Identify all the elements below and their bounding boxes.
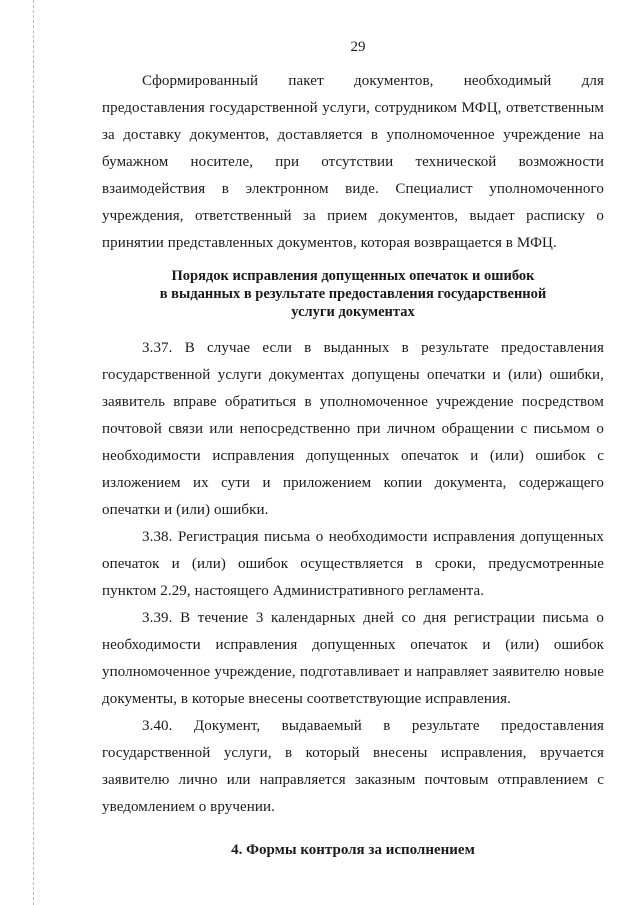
scan-edge-line [33,0,34,905]
paragraph-3-38: 3.38. Регистрация письма о необходимости исправления допущенных опечаток и (или) ошибок осуществляется в сроки, предусмотренные пунктом 2.29, настоящего Административного регламента. [102,529,604,599]
paragraph-3-37: 3.37. В случае если в выданных в результате предоставления государственной услуги документах допущены опечатки и (или) ошибки, заявитель вправе обратиться в уполномоченное учреждение посредством почтовой связи или непосредственно при личном обращении с письмом о необходимости исправления допущенных опечаток и (или) ошибок с изложением их сути и приложением копии документа, содержащего опечатки и (или) ошибки. [102,340,604,518]
paragraph-3-40: 3.40. Документ, выдаваемый в результате предоставления государственной услуги, в который внесены исправления, вручается заявителю лично или направляется заказным почтовым отправлением с уведомлением о вручении. [102,718,604,815]
intro-paragraph: Сформированный пакет документов, необходимый для предоставления государственной услуги, сотрудником МФЦ, ответственным за доставку документов, доставляется в уполномоченное учреждение на бумажном носителе, при отсутствии технической возможности взаимодействия в электронном виде. Специалист уполномоченного учреждения, ответственный за прием документов, выдает расписку о принятии представленных документов, которая возвращается в МФЦ. [102,73,604,251]
corrections-heading-line-3: услуги документах [291,304,415,320]
corrections-heading-line-2: в выданных в результате предоставления государственной [159,286,547,302]
page-number: 29 [350,39,366,55]
document-page [102,38,604,859]
paragraph-3-39: 3.39. В течение 3 календарных дней со дня регистрации письма о необходимости исправления допущенных опечаток и (или) ошибок уполномоченное учреждение, подготавливает и направляет заявителю новые документы, в которые внесены соответствующие исправления. [102,610,604,707]
section-4-heading: 4. Формы контроля за исполнением [231,842,475,858]
corrections-heading [102,267,604,321]
corrections-heading-line-1: Порядок исправления допущенных опечаток и ошибок [171,268,535,284]
